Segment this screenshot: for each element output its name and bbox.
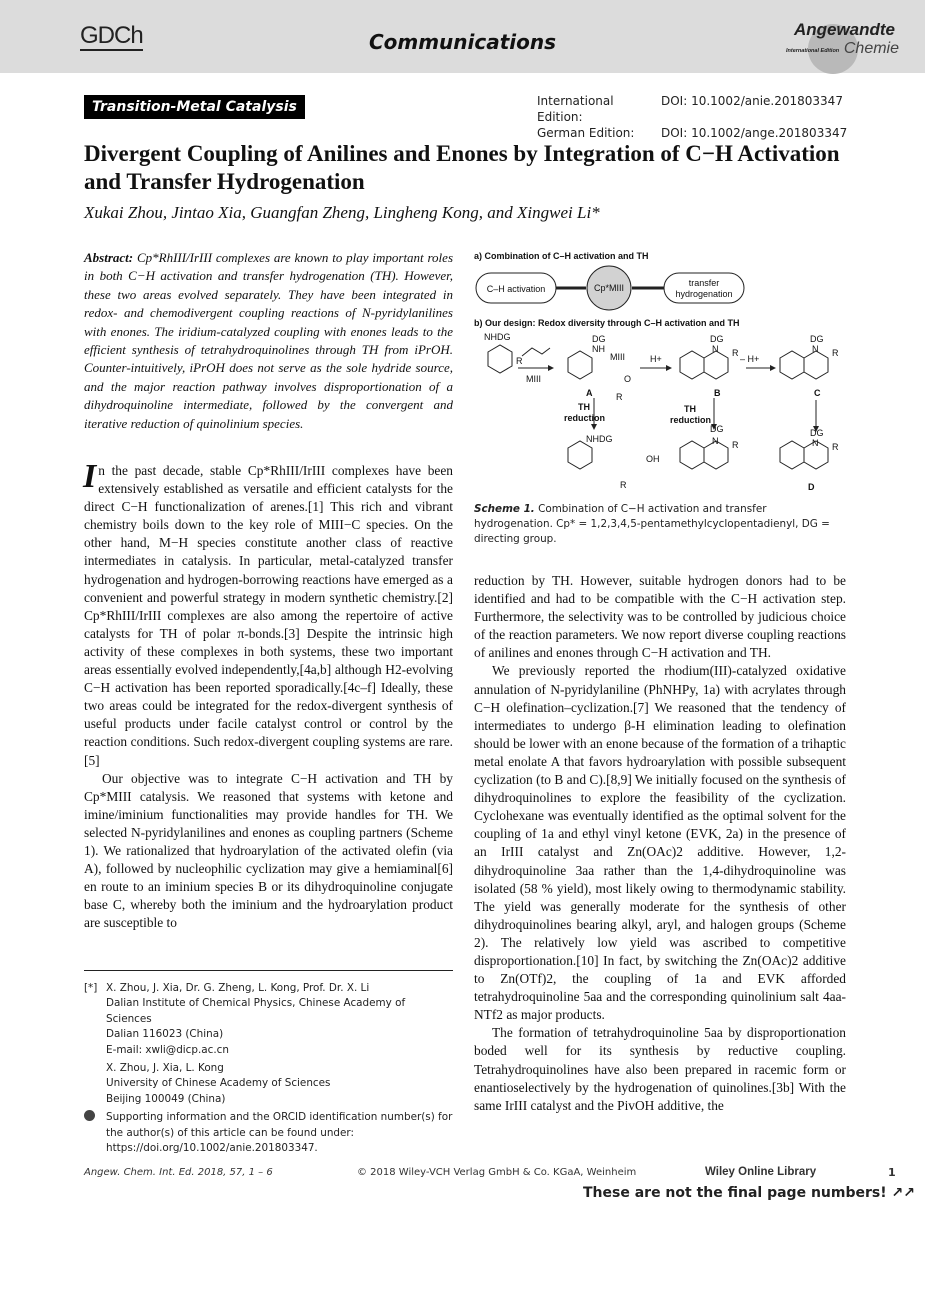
footnote-row: [84, 1110, 453, 1156]
footer-citation: Angew. Chem. Int. Ed. 2018, 57, 1 – 6: [84, 1167, 273, 1178]
arrow-4-label-reduction: reduction: [564, 413, 606, 423]
enone-r: R: [516, 356, 523, 366]
scheme-label-b: b) Our design: Redox diversity through C–H activation and TH: [474, 318, 740, 328]
intermediate-c-ring: [780, 351, 804, 379]
arrow-2-label: H+: [650, 354, 662, 364]
label-b: B: [714, 388, 721, 398]
int-b-n: N: [712, 344, 719, 354]
abstract-text: Cp*RhIII/IrIII complexes are known to play important roles in both C−H activation and transfer hydrogenation (TH). However, these two areas evolved separately. They have been integrated in redox- and chemodivergent coupling reactions of N-pyridylanilines with enones. The iridium-catalyzed coupling with enones leads to the efficient synthesis of tetrahydroquinolines through TH from iPrOH. Counter-intuitively, iPrOH does not serve as the sole hydride source, and the major reaction pathway involves disproportionation of a dihydroquinoline intermediate, followed by the convergent and iterative reduction of quinolinium species.: [84, 250, 454, 431]
arrow-4-head: [591, 424, 597, 430]
footnote-row: [84, 1092, 453, 1107]
footnote-row: [84, 981, 453, 996]
scheme-1-figure: [474, 248, 846, 496]
arrow-1-head: [548, 365, 554, 371]
journal-logo-edition: International Edition: [786, 48, 840, 54]
caption-label: Scheme 1.: [474, 503, 535, 515]
doi-value[interactable]: DOI: 10.1002/anie.201803347: [661, 94, 843, 108]
int-b-dg: DG: [710, 334, 724, 344]
footnote-row: [84, 1076, 453, 1091]
arrow-4-label-th: TH: [578, 402, 590, 412]
scheme-caption: [474, 502, 846, 548]
product-r: R: [620, 480, 627, 490]
int-c-n: N: [812, 344, 819, 354]
int-c-r: R: [832, 348, 839, 358]
footnote-line: Beijing 100049 (China): [106, 1092, 226, 1105]
footnote-line: University of Chinese Academy of Sciences: [106, 1077, 331, 1090]
footnote-row: [84, 1043, 453, 1058]
arrow-3-head: [770, 365, 776, 371]
drop-cap: I: [83, 458, 97, 495]
paragraph-text: n the past decade, stable Cp*RhIII/IrIII complexes have been extensively established as versatile and efficient catalysts for the direct C−H functionalization of arenes.[1] This rich and vibrant chemistry boils down to the key role of MIII−C species. On the other hand, M−H species constitute another class of reactive intermediates in catalysis. In particular, metal-catalyzed transfer hydrogenation and hydrogen-borrowing reactions have emerged as a convenient and powerful strategy in modern synthetic chemistry.[2] Cp*RhIII/IrIII complexes are also among the repertoire of active catalysts for TH of polar π-bonds.[3] Despite the intrinsic high activity of these complexes in both systems, these two important areas essentially evolved independently,[4a,b] although H2-evolving C−H activation has been reported sporadically.[4c–f] Ideally, these two areas could be integrated for the redox-divergent synthesis of useful products under facile catalyst control or control by the reaction conditions. Such redox-divergent coupling systems are rare.[5]: [84, 463, 453, 768]
footnote-row: [84, 996, 453, 1027]
thq-r: R: [732, 440, 739, 450]
arrow-3-label: – H+: [740, 354, 760, 364]
paragraph: Our objective was to integrate C−H activation and TH by Cp*MIII catalysis. We reasoned that systems with ketone and imine/iminium functionalities may provide handles for TH. We selected N-pyridylanilines and enones as coupling partners (Scheme 1). We rationalized that hydroarylation of the activated olefin (via A), followed by nucleophilic cyclization may give a hemiaminal[6] en route to an iminium species B or its dihydroquinoline conjugate base C, whereby both the iminium and the hydroarylation product are susceptible to: [84, 770, 453, 931]
publisher-logo: GDCh: [80, 22, 143, 49]
arrows-icon: ↗↗: [891, 1185, 915, 1201]
final-page-note: [583, 1185, 915, 1201]
arrow-5-label-th: TH: [684, 404, 696, 414]
label-c: C: [814, 388, 821, 398]
body-left-column: [83, 458, 453, 932]
enone-chain: [522, 348, 550, 356]
caption-text: Combination of C−H activation and transfer hydrogenation. Cp* = 1,2,3,4,5-pentamethylcyclopentadienyl, DG = directing group.: [474, 503, 830, 546]
label-d: D: [808, 482, 815, 492]
cp-metal-label: Cp*MIII: [593, 283, 625, 293]
thq-dg: DG: [710, 424, 724, 434]
d-ring: [780, 441, 804, 469]
article-authors: Xukai Zhou, Jintao Xia, Guangfan Zheng, Lingheng Kong, and Xingwei Li*: [84, 203, 600, 222]
footer-library-link[interactable]: Wiley Online Library: [705, 1166, 817, 1178]
footnote-row: [84, 1027, 453, 1042]
doi-row: [537, 93, 847, 125]
d-dg: DG: [810, 428, 824, 438]
product-ring: [568, 441, 592, 469]
arrow-5-label-reduction: reduction: [670, 415, 712, 425]
label-a: A: [586, 388, 593, 398]
journal-logo-chemie: Chemie: [843, 40, 899, 57]
int-a-nh: NH: [592, 344, 605, 354]
body-right-column: [474, 572, 846, 1115]
intermediate-c-ring-2: [804, 351, 828, 379]
intermediate-b-ring: [680, 351, 704, 379]
doi-label: International Edition:: [537, 94, 614, 124]
paragraph: reduction by TH. However, suitable hydrogen donors had to be identified and had to be compatible with the C−H activation step. Furthermore, the selectivity was to be controlled by judicious choice of the reaction parameters. We now report diverse coupling reactions of anilines and enones through C−H activation and TH.: [474, 573, 846, 661]
footnote-line: Dalian 116023 (China): [106, 1028, 224, 1041]
footnote-line: X. Zhou, J. Xia, Dr. G. Zheng, L. Kong, Prof. Dr. X. Li: [106, 982, 370, 994]
section-title: Communications: [368, 30, 557, 54]
footnote-line: X. Zhou, J. Xia, L. Kong: [106, 1062, 224, 1075]
int-c-dg: DG: [810, 334, 824, 344]
paragraph: We previously reported the rhodium(III)-catalyzed oxidative annulation of N-pyridylaniline (PhNHPy, 1a) with acrylates through C−H olefination–cyclization.[7] We reasoned that the tendency of intermediates to undergo β-H elimination leading to olefination should be lower with an enone because of the formation of a trihaptic metal enolate A that favors hydroarylation with possible subsequent cyclization (to B and C).[8,9] We initially focused on the synthesis of dihydroquinolines to explore the feasibility of the cyclization. Cyclohexane was eventually identified as the optimal solvent for the coupling of 1a and ethyl vinyl ketone (EVK, 2a) in the presence of an IrIII catalyst and Zn(OAc)2 additive. However, 1,2-dihydroquinoline 3aa rather than the 1,4-dihydroquinoline was isolated (58 % yield), most likely owing to thermodynamic stability. The yield was generally moderate for the synthesis of other dihydroquinolines bearing alkyl, aryl, and halogen groups (Scheme 2). The relatively low yield was ascribed to competitive disproportionation.[10] In fact, by switching the Zn(OAc)2 additive to Zn(OTf)2, the coupling of 1a and EVK afforded tetrahydroquinoline 5aa and the corresponding quinolinium salt 4aa-NTf2 as major products.: [474, 663, 846, 1023]
d-r: R: [832, 442, 839, 452]
thq-n: N: [712, 436, 719, 446]
int-a-r: R: [616, 392, 623, 402]
scheme-label-a: a) Combination of C–H activation and TH: [474, 251, 649, 261]
abstract: [84, 249, 453, 433]
int-a-dg: DG: [592, 334, 606, 344]
intermediate-a-ring: [568, 351, 592, 379]
arrow-2-head: [666, 365, 672, 371]
article-title: Divergent Coupling of Anilines and Enones by Integration of C−H Activation and Transfer Hydrogenation: [84, 141, 840, 194]
aniline-ring: [488, 345, 512, 373]
journal-logo-name: Angewandte: [793, 20, 895, 39]
footnote-marker: [*]: [84, 982, 98, 994]
page-number: 1: [888, 1166, 896, 1179]
supporting-info-link[interactable]: Supporting information and the ORCID identification number(s) for the author(s) of this article can be found under: https://doi.org/10.1002/anie.201803347.: [106, 1111, 453, 1155]
footnote-email[interactable]: E-mail: xwli@dicp.ac.cn: [106, 1043, 229, 1056]
paragraph: [83, 458, 453, 770]
ch-activation-label: C–H activation: [486, 284, 546, 294]
doi-value[interactable]: DOI: 10.1002/ange.201803347: [661, 126, 848, 140]
paragraph: The formation of tetrahydroquinoline 5aa by disproportionation boded well for its synthesis by reductive coupling. Tetrahydroquinolines have also been prepared in racemic form or enantioselectively by the hydrogenation of quinolines.[3b] With the same IrIII catalyst and the PivOH additive, the: [474, 1025, 846, 1113]
abstract-label: Abstract:: [84, 250, 134, 265]
th-label-2: hydrogenation: [675, 289, 733, 299]
product-oh: OH: [646, 454, 660, 464]
product-nhdg: NHDG: [586, 434, 613, 444]
intermediate-b-ring-2: [704, 351, 728, 379]
category-badge: Transition-Metal Catalysis: [84, 95, 305, 119]
d-n: N: [812, 438, 819, 448]
arrow-1-label: MIII: [526, 374, 541, 384]
doi-label: German Edition:: [537, 126, 635, 140]
page-header: [0, 0, 925, 73]
doi-row: [537, 125, 847, 141]
aniline-nhdg: NHDG: [484, 332, 511, 342]
footnote-row: [84, 1061, 453, 1076]
thq-ring: [680, 441, 704, 469]
footnote: [84, 981, 453, 1156]
th-label-1: transfer: [688, 278, 720, 288]
doi-block: [537, 93, 847, 141]
supporting-info-icon: [84, 1110, 95, 1121]
int-b-r: R: [732, 348, 739, 358]
int-a-metal: MIII: [610, 352, 625, 362]
footnote-divider: [84, 970, 453, 971]
int-a-o: O: [624, 374, 632, 384]
footnote-line: Dalian Institute of Chemical Physics, Chinese Academy of Sciences: [106, 997, 406, 1025]
footer-copyright: © 2018 Wiley-VCH Verlag GmbH & Co. KGaA, Weinheim: [357, 1167, 637, 1178]
final-note-text: These are not the final page numbers!: [583, 1185, 887, 1201]
